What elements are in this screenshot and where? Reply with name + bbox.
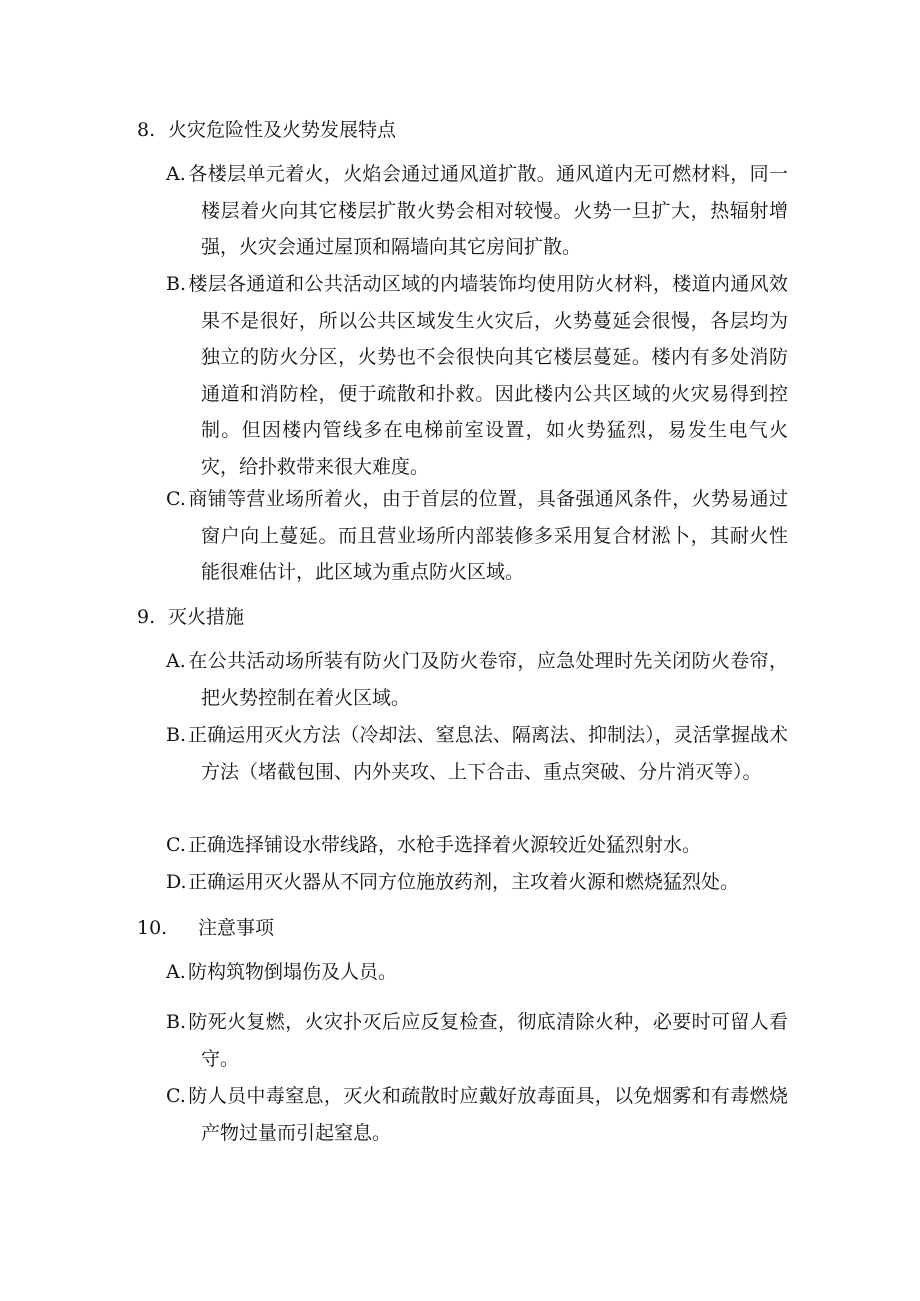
list-item-9b bbox=[166, 717, 788, 790]
section-heading-8 bbox=[137, 117, 396, 143]
item-marker: C. bbox=[166, 488, 186, 510]
section-title: 注意事项 bbox=[198, 917, 275, 939]
item-text: 防死火复燃，火灾扑灭后应反复检查，彻底清除火种，必要时可留人看守。 bbox=[188, 1011, 788, 1070]
section-number: 10. bbox=[137, 917, 168, 939]
list-item-8a bbox=[166, 156, 788, 266]
item-text: 正确选择铺设水带线路，水枪手选择着火源较近处猛烈射水。 bbox=[188, 834, 702, 856]
item-text: 防构筑物倒塌伤及人员。 bbox=[188, 961, 398, 983]
item-text: 各楼层单元着火，火焰会通过通风道扩散。通风道内无可燃材料，同一楼层着火向其它楼层扩散火势会相对较慢。火势一旦扩大，热辐射增强，火灾会通过屋顶和隔墙向其它房间扩散。 bbox=[188, 163, 788, 258]
list-item-9a bbox=[166, 643, 788, 716]
section-title: 火灾危险性及火势发展特点 bbox=[168, 119, 397, 141]
list-item-10a bbox=[166, 954, 788, 991]
item-marker: C. bbox=[166, 834, 186, 856]
list-item-8c bbox=[166, 481, 788, 591]
item-text: 正确运用灭火方法（冷却法、窒息法、隔离法、抑制法），灵活掌握战术方法（堵截包围、内外夹攻、上下合击、重点突破、分片消灭等）。 bbox=[188, 724, 788, 783]
item-text: 楼层各通道和公共活动区域的内墙装饰均使用防火材料，楼道内通风效果不是很好，所以公共区域发生火灾后，火势蔓延会很慢，各层均为独立的防火分区，火势也不会很快向其它楼层蔓延。楼内有多处消防通道和消防栓，便于疏散和扑救。因此楼内公共区域的火灾易得到控制。但因楼内管线多在电梯前室设置，如火势猛烈，易发生电气火灾，给扑救带来很大难度。 bbox=[188, 273, 788, 478]
item-marker: B. bbox=[166, 273, 187, 295]
item-marker: A. bbox=[166, 163, 186, 185]
item-marker: A. bbox=[166, 961, 186, 983]
item-marker: C. bbox=[166, 1085, 186, 1107]
list-item-10b bbox=[166, 1004, 788, 1077]
section-title: 灭火措施 bbox=[168, 606, 245, 628]
list-item-10c bbox=[166, 1078, 788, 1151]
section-heading-10 bbox=[137, 915, 274, 941]
section-heading-9 bbox=[137, 604, 244, 630]
item-text: 防人员中毒窒息，灭火和疏散时应戴好放毒面具，以免烟雾和有毒燃烧产物过量而引起窒息。 bbox=[188, 1085, 788, 1144]
list-item-8b bbox=[166, 266, 788, 485]
item-marker: A. bbox=[166, 650, 186, 672]
section-number: 8. bbox=[137, 119, 156, 141]
section-number: 9. bbox=[137, 606, 156, 628]
item-marker: B. bbox=[166, 724, 187, 746]
item-text: 在公共活动场所装有防火门及防火卷帘，应急处理时先关闭防火卷帘，把火势控制在着火区域。 bbox=[188, 650, 788, 709]
item-text: 商铺等营业场所着火，由于首层的位置，具备强通风条件，火势易通过窗户向上蔓延。而且营业场所内部装修多采用复合材淞卜，其耐火性能很难估计，此区域为重点防火区域。 bbox=[188, 488, 788, 583]
list-item-9c bbox=[166, 827, 788, 864]
item-text: 正确运用灭火器从不同方位施放药剂，主攻着火源和燃烧猛烈处。 bbox=[188, 871, 740, 893]
list-item-9d bbox=[166, 864, 788, 901]
item-marker: D. bbox=[166, 871, 187, 893]
item-marker: B. bbox=[166, 1011, 187, 1033]
